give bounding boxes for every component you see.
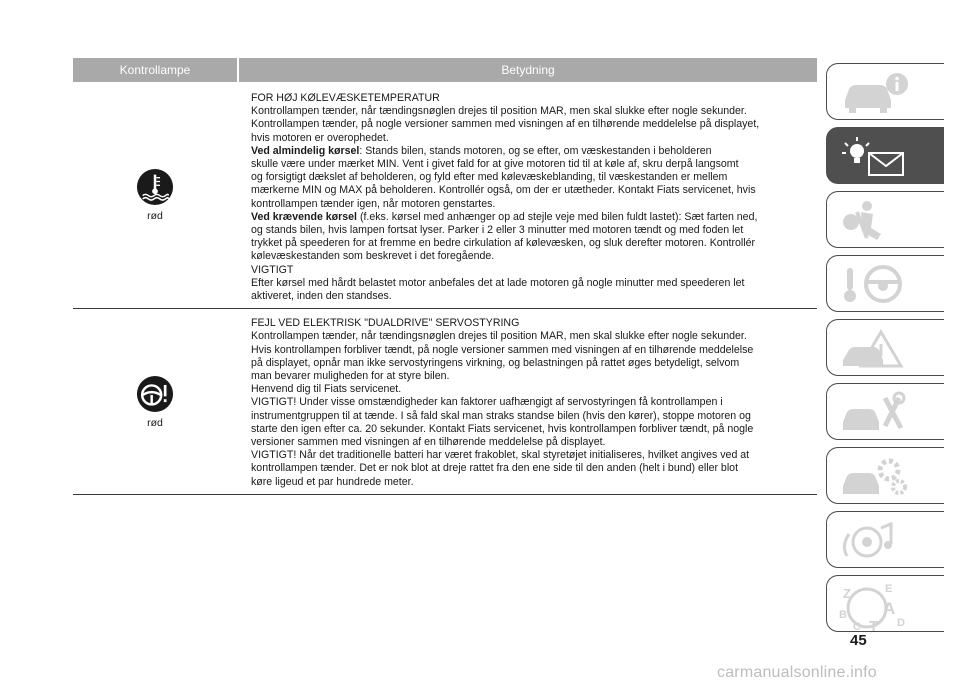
text-line: kølevæskestanden som beskrevet i det foregående. <box>251 250 495 263</box>
text-line <box>251 145 817 158</box>
coolant-temperature-icon <box>136 168 174 206</box>
steering-fault-icon <box>136 375 174 413</box>
lamp-color-label: rød <box>147 416 163 429</box>
lamp-cell <box>73 309 237 494</box>
text-line: man bevarer muligheden for at styre bilen. <box>251 370 450 383</box>
page-number: 45 <box>850 632 867 649</box>
text-line: skulle være under mærket MIN. Vent i givet fald for at give motoren tid til at køle af, skru derpå langsomt <box>251 158 739 171</box>
text-line <box>251 211 817 224</box>
tab-multimedia[interactable] <box>826 511 944 568</box>
text-line: på displayet, opnår man ikke servostyringens virkning, og belastningen på rattet øges betydeligt, selvom <box>251 356 740 369</box>
table-row <box>73 309 817 495</box>
warning-heading: VIGTIGT <box>251 263 294 276</box>
table-header <box>73 58 817 82</box>
text-line: VIGTIGT! Når det traditionelle batteri har været frakoblet, skal styretøjet initialiseres, hvilket angives ved at <box>251 449 750 462</box>
text-line: starte den igen efter ca. 20 sekunder. Kontakt Fiats servicenet, hvis kontrollampen forbliver tændt, på nogle <box>251 422 754 435</box>
text-line: hvis motoren er overophedet. <box>251 131 389 144</box>
index-letter: C <box>853 621 861 632</box>
tab-emergency[interactable] <box>826 319 944 376</box>
text-line: versioner sammen med visningen af en tilhørende meddelelse på displayet. <box>251 436 606 449</box>
text-span: : Stands bilen, stands motoren, og se efter, om væskestanden i beholderen <box>359 144 712 157</box>
text-line: mærkerne MIN og MAX på beholderen. Kontrollér også, om der er utætheder. Kontakt Fiats servicenet, hvis <box>251 184 756 197</box>
starting-driving-icon <box>837 262 927 308</box>
car-info-icon <box>837 70 927 116</box>
bold-heading: Ved almindelig kørsel <box>251 144 360 157</box>
text-span: (f.eks. kørsel med anhænger op ad stejle veje med bilen fuldt lastet): Sæt farten ned, <box>357 210 758 223</box>
text-line: Efter kørsel med hårdt belastet motor anbefales det at lade motoren gå nogle minutter med speederen let <box>251 276 745 289</box>
text-line: Kontrollampen tænder, når tændingsnøglen drejes til position MAR, men skal slukke efter nogle sekunder. <box>251 105 747 118</box>
tab-warning-lights[interactable] <box>826 127 944 184</box>
tab-index[interactable] <box>826 575 944 632</box>
text-line: Hvis kontrollampen forbliver tændt, på nogle versioner sammen med visningen af en tilhørende meddelelse <box>251 343 754 356</box>
multimedia-icon <box>837 518 927 564</box>
text-line: kontrollampen tænder. Det er nok blot at dreje rattet fra den ene side til den anden (helt i bund) eller blot <box>251 462 739 475</box>
tab-starting-driving[interactable] <box>826 255 944 312</box>
text-line: Henvend dig til Fiats servicenet. <box>251 383 402 396</box>
index-letter: T <box>869 618 879 632</box>
maintenance-icon <box>837 390 927 436</box>
text-line: aktiveret, inden den standses. <box>251 290 392 303</box>
index-icon <box>837 582 927 632</box>
warning-title: FOR HØJ KØLEVÆSKETEMPERATUR <box>251 92 440 104</box>
text-line: og stands bilen, hvis lampen fortsat lyser. Parker i 2 eller 3 minutter med motoren tændt og med foden let <box>251 224 744 237</box>
text-line: trykket på speederen for at fremme en bedre cirkulation af kølevæsken, og sluk derefter motoren. Kontrollér <box>251 237 756 250</box>
text-line: instrumentgruppen til at tænde. I så fald skal man straks standse bilen (hvis den kører), stoppe motoren og <box>251 409 751 422</box>
index-letter: E <box>885 583 893 595</box>
index-letter: A <box>883 599 896 618</box>
meaning-cell <box>237 82 817 308</box>
lamp-color-label: rød <box>147 210 163 223</box>
text-line: Kontrollampen tænder, når tændingsnøglen drejes til position MAR, men skal slukke efter nogle sekunder. <box>251 330 747 343</box>
technical-data-icon <box>837 454 927 500</box>
lamp-cell <box>73 82 237 308</box>
header-kontrollampe: Kontrollampe <box>119 63 191 77</box>
safety-airbag-icon <box>837 198 927 244</box>
table-row <box>73 82 817 309</box>
header-betydning: Betydning <box>237 58 817 82</box>
tab-safety[interactable] <box>826 191 944 248</box>
index-letter: D <box>897 617 905 629</box>
index-letter: B <box>839 609 847 621</box>
index-letter: Z <box>843 586 851 601</box>
warning-lights-messages-icon <box>837 134 927 180</box>
text-line: Kontrollampen tænder, på nogle versioner sammen med visningen af en tilhørende meddelelse på displayet, <box>251 118 760 131</box>
warning-lights-table <box>73 58 817 495</box>
tab-technical-data[interactable] <box>826 447 944 504</box>
text-line: kontrollampen tænder igen, når motoren genstartes. <box>251 197 496 210</box>
text-line: VIGTIGT! Under visse omstændigheder kan faktorer uafhængigt af servostyringen få kontrollampen i <box>251 396 723 409</box>
watermark: carmanualsonline.info <box>717 664 877 681</box>
text-line: køre ligeud et par hundrede meter. <box>251 475 414 488</box>
bold-heading: Ved krævende kørsel <box>251 210 357 223</box>
text-line: og forsigtigt dækslet af beholderen, og fyld efter med kølevæskeblanding, til væskestanden er mellem <box>251 171 728 184</box>
emergency-icon <box>837 326 927 372</box>
meaning-cell <box>237 309 817 494</box>
tab-car-info[interactable] <box>826 63 944 120</box>
warning-title: FEJL VED ELEKTRISK "DUALDRIVE" SERVOSTYRING <box>251 317 520 330</box>
tab-maintenance[interactable] <box>826 383 944 440</box>
